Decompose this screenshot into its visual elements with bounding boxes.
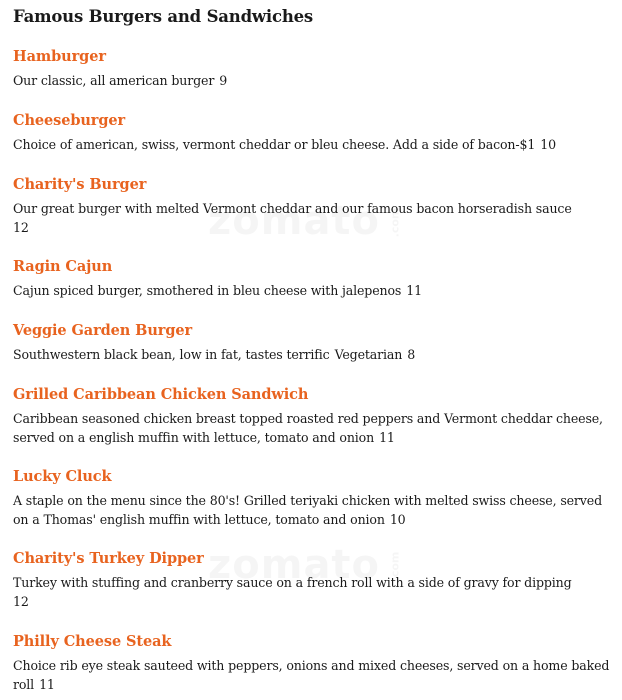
item-description-line — [13, 135, 616, 154]
menu-item — [13, 111, 616, 154]
item-price: 10 — [540, 137, 556, 152]
item-price: 12 — [13, 220, 29, 235]
item-name: Philly Cheese Steak — [13, 633, 172, 650]
item-name: Charity's Burger — [13, 176, 147, 193]
item-name: Lucky Cluck — [13, 468, 112, 485]
item-price: 8 — [407, 347, 416, 362]
item-name: Ragin Cajun — [13, 258, 113, 275]
item-description-line — [13, 409, 616, 447]
item-name: Charity's Turkey Dipper — [13, 550, 204, 567]
item-description-line — [13, 491, 616, 529]
item-description-line — [13, 71, 616, 90]
item-name: Veggie Garden Burger — [13, 322, 193, 339]
item-price: 9 — [219, 73, 228, 88]
item-tag: Vegetarian — [334, 347, 403, 362]
menu-item — [13, 175, 616, 237]
menu-item — [13, 632, 616, 694]
item-description: Our classic, all american burger — [13, 73, 215, 88]
menu-item — [13, 321, 616, 364]
item-description: Southwestern black bean, low in fat, tastes terrific — [13, 347, 330, 362]
item-name: Hamburger — [13, 48, 106, 65]
item-name: Grilled Caribbean Chicken Sandwich — [13, 386, 309, 403]
item-description-line — [13, 199, 616, 237]
menu-item — [13, 385, 616, 447]
item-description: Choice of american, swiss, vermont cheddar or bleu cheese. Add a side of bacon-$1 — [13, 137, 536, 152]
section-title: Famous Burgers and Sandwiches — [13, 7, 314, 26]
menu-item — [13, 257, 616, 300]
item-description: Choice rib eye steak sauteed with peppers, onions and mixed cheeses, served on a home baked roll — [13, 658, 610, 692]
item-price: 11 — [406, 283, 422, 298]
item-name: Cheeseburger — [13, 112, 126, 129]
item-price: 12 — [13, 594, 29, 609]
item-price: 11 — [379, 430, 395, 445]
item-description: A staple on the menu since the 80's! Grilled teriyaki chicken with melted swiss cheese, served on a Thomas' english muffin with lettuce, tomato and onion — [13, 493, 602, 527]
item-description: Turkey with stuffing and cranberry sauce on a french roll with a side of gravy for dipping — [13, 575, 572, 590]
menu-item — [13, 467, 616, 529]
item-price: 10 — [389, 512, 406, 527]
item-description-line — [13, 656, 616, 694]
item-description-line — [13, 573, 616, 611]
item-description-line — [13, 345, 616, 364]
item-description-line — [13, 281, 616, 300]
item-description: Cajun spiced burger, smothered in bleu cheese with jalepenos — [13, 283, 402, 298]
menu-item — [13, 549, 616, 611]
item-price: 11 — [39, 677, 55, 692]
menu-item — [13, 47, 616, 90]
item-description: Our great burger with melted Vermont cheddar and our famous bacon horseradish sauce — [13, 201, 572, 216]
item-description: Caribbean seasoned chicken breast topped roasted red peppers and Vermont cheddar cheese, served on a english muffin with lettuce, tomato and onion — [13, 411, 603, 445]
